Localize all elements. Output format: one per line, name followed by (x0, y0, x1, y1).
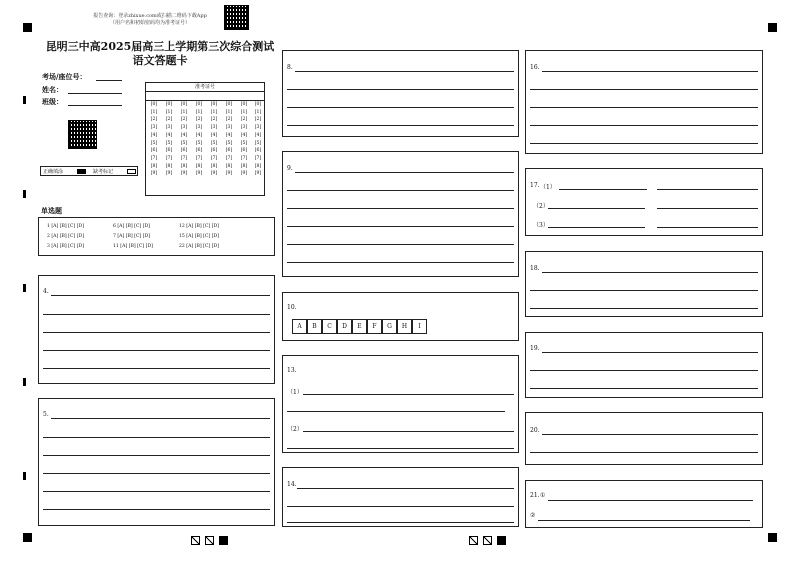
question-number: 16. (530, 64, 540, 71)
q10-option[interactable]: G (382, 319, 397, 334)
answer-box-q8[interactable] (282, 50, 519, 137)
absent-mark-box[interactable] (127, 169, 136, 174)
question-number: 4. (43, 288, 49, 295)
report-notice-note: （用户名和初始密码均为准考证号） (109, 20, 190, 26)
question-number: 13. (287, 367, 297, 374)
hatch-mark (469, 536, 478, 545)
solid-mark (497, 536, 506, 545)
class-label: 班级： (42, 97, 63, 106)
hatch-mark (191, 536, 200, 545)
q10-option[interactable]: F (367, 319, 382, 334)
timing-mark (23, 190, 26, 198)
mcq-item[interactable]: 2 [A] [B] [C] [D] (47, 234, 84, 239)
exam-number-column[interactable]: [0] [1] [2] [3] [4] [5] [6] [7] [8] [9] (254, 102, 262, 177)
timing-mark (23, 23, 32, 32)
answer-box-q20[interactable] (525, 412, 763, 465)
mcq-section-title: 单选题 (41, 206, 62, 215)
question-number: 17. (530, 182, 540, 189)
name-label: 姓名： (42, 85, 63, 94)
name-field[interactable] (68, 93, 122, 94)
student-qr-code (68, 120, 97, 149)
mcq-item[interactable]: 11 [A] [B] [C] [D] (113, 244, 153, 249)
q10-option[interactable]: A (292, 319, 307, 334)
answer-box-q9[interactable] (282, 151, 519, 277)
absent-mark-label: 缺考标记 (93, 169, 114, 175)
answer-box-q16[interactable] (525, 50, 763, 154)
mcq-item[interactable]: 12 [A] [B] [C] [D] (179, 224, 219, 229)
mcq-item[interactable]: 3 [A] [B] [C] [D] (47, 244, 84, 249)
sub-question-number: ② (530, 512, 536, 519)
fill-legend (40, 166, 138, 176)
page-title: 昆明三中高2025届高三上学期第三次综合测试 (45, 40, 275, 53)
timing-mark (768, 23, 777, 32)
question-number: 5. (43, 411, 49, 418)
exam-number-column[interactable]: [0] [1] [2] [3] [4] [5] [6] [7] [8] [9] (180, 102, 188, 177)
question-number: 20. (530, 427, 540, 434)
exam-number-label: 准考证号 (146, 83, 264, 92)
room-seat-label: 考场/座位号： (42, 72, 87, 81)
exam-number-column[interactable]: [0] [1] [2] [3] [4] [5] [6] [7] [8] [9] (150, 102, 158, 177)
sub-question-number: ① (540, 492, 546, 499)
exam-number-column[interactable]: [0] [1] [2] [3] [4] [5] [6] [7] [8] [9] (165, 102, 173, 177)
exam-number-grid[interactable] (145, 82, 265, 196)
mcq-item[interactable]: 6 [A] [B] [C] [D] (113, 224, 150, 229)
q10-option[interactable]: E (352, 319, 367, 334)
sub-question-number: （1） (540, 184, 556, 191)
timing-mark (768, 533, 777, 542)
question-number: 8. (287, 64, 293, 71)
timing-mark (23, 284, 26, 292)
page-subtitle: 语文答题卡 (132, 54, 188, 67)
exam-number-column[interactable]: [0] [1] [2] [3] [4] [5] [6] [7] [8] [9] (195, 102, 203, 177)
report-notice: 报告查询：登录zhixue.com或扫描二维码下载App (93, 13, 207, 19)
hatch-mark (483, 536, 492, 545)
answer-box-q14[interactable] (282, 467, 519, 527)
mcq-item[interactable]: 7 [A] [B] [C] [D] (113, 234, 150, 239)
answer-box-q10 (282, 292, 519, 341)
class-field[interactable] (68, 105, 122, 106)
answer-box-q17[interactable] (525, 168, 763, 236)
exam-number-column[interactable]: [0] [1] [2] [3] [4] [5] [6] [7] [8] [9] (225, 102, 233, 177)
answer-box-q5[interactable] (38, 398, 275, 526)
timing-mark (23, 533, 32, 542)
question-number: 10. (287, 304, 297, 311)
q10-option[interactable]: I (412, 319, 427, 334)
sub-question-number: （2） (287, 426, 303, 433)
mcq-item[interactable]: 22 [A] [B] [C] [D] (179, 244, 219, 249)
correct-fill-label: 正确填涂 (43, 169, 64, 175)
mcq-item[interactable]: 15 [A] [B] [C] [D] (179, 234, 219, 239)
q10-option[interactable]: H (397, 319, 412, 334)
timing-mark (23, 378, 26, 386)
question-number: 14. (287, 481, 297, 488)
solid-mark (219, 536, 228, 545)
q10-option[interactable]: B (307, 319, 322, 334)
timing-mark (23, 472, 26, 480)
answer-box-q19[interactable] (525, 332, 763, 398)
mcq-box (38, 217, 275, 256)
answer-box-q4[interactable] (38, 275, 275, 384)
q10-option[interactable]: C (322, 319, 337, 334)
hatch-mark (205, 536, 214, 545)
sub-question-number: （2） (533, 203, 549, 210)
mcq-item[interactable]: 1 [A] [B] [C] [D] (47, 224, 84, 229)
q10-option[interactable]: D (337, 319, 352, 334)
sub-question-number: （3） (533, 222, 549, 229)
app-qr-code (224, 5, 249, 30)
question-number: 21. (530, 492, 540, 499)
question-number: 9. (287, 165, 293, 172)
question-number: 19. (530, 345, 540, 352)
answer-box-q18[interactable] (525, 251, 763, 317)
exam-number-column[interactable]: [0] [1] [2] [3] [4] [5] [6] [7] [8] [9] (210, 102, 218, 177)
answer-box-q21[interactable] (525, 480, 763, 528)
room-seat-field[interactable] (96, 80, 122, 81)
sub-question-number: （1） (287, 389, 303, 396)
correct-fill-sample (77, 169, 86, 174)
question-number: 18. (530, 265, 540, 272)
timing-mark (23, 96, 26, 104)
answer-box-q13[interactable] (282, 355, 519, 453)
exam-number-write-row[interactable] (146, 92, 264, 101)
exam-number-column[interactable]: [0] [1] [2] [3] [4] [5] [6] [7] [8] [9] (240, 102, 248, 177)
